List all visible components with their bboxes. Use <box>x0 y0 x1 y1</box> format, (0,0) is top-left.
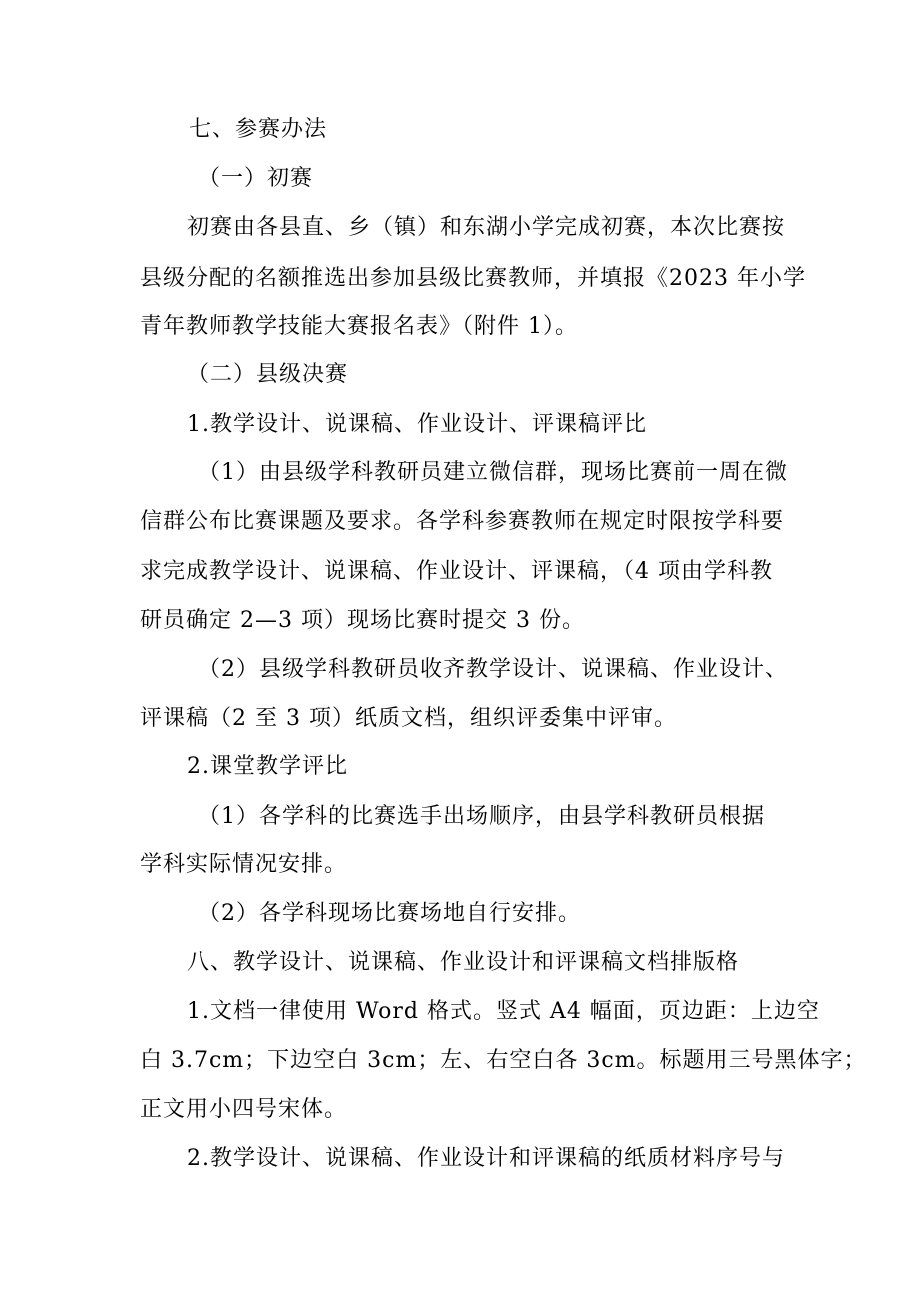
paragraph-line: 青年教师教学技能大赛报名表》（附件 1）。 <box>140 314 578 339</box>
item-heading-2: 2.课堂教学评比 <box>187 754 348 779</box>
paragraph-line: 县级分配的名额推选出参加县级比赛教师，并填报《2023 年小学 <box>140 266 806 291</box>
paragraph-line: 正文用小四号宋体。 <box>140 1097 348 1122</box>
subsection-heading-preliminary: （一）初赛 <box>198 166 314 191</box>
subsection-heading-final: （二）县级决赛 <box>187 362 349 387</box>
section-heading-7: 七、参赛办法 <box>189 117 328 142</box>
paragraph-line: 信群公布比赛课题及要求。各学科参赛教师在规定时限按学科要 <box>140 509 785 534</box>
paragraph-line: （2）各学科现场比赛场地自行安排。 <box>198 901 581 926</box>
paragraph-line: 求完成教学设计、说课稿、作业设计、评课稿，（4 项由学科教 <box>140 559 773 584</box>
paragraph-line: 白 3.7cm；下边空白 3cm；左、右空白各 3cm。标题用三号黑体字； <box>140 1048 867 1073</box>
paragraph-line: 研员确定 2—3 项）现场比赛时提交 3 份。 <box>140 608 585 633</box>
paragraph-line: 1.文档一律使用 Word 格式。竖式 A4 幅面，页边距：上边空 <box>187 999 820 1024</box>
paragraph-line: （1）各学科的比赛选手出场顺序，由县学科教研员根据 <box>198 804 765 829</box>
paragraph-line: （1）由县级学科教研员建立微信群，现场比赛前一周在微 <box>198 460 788 485</box>
section-heading-8: 八、教学设计、说课稿、作业设计和评课稿文档排版格 <box>187 950 740 975</box>
paragraph-line: 评课稿（2 至 3 项）纸质文档，组织评委集中评审。 <box>140 706 677 731</box>
item-heading-1: 1.教学设计、说课稿、作业设计、评课稿评比 <box>187 412 647 437</box>
paragraph-line: （2）县级学科教研员收齐教学设计、说课稿、作业设计、 <box>198 657 788 682</box>
paragraph-line: 学科实际情况安排。 <box>140 852 348 877</box>
paragraph-line: 2.教学设计、说课稿、作业设计和评课稿的纸质材料序号与 <box>187 1146 785 1171</box>
paragraph-line: 初赛由各县直、乡（镇）和东湖小学完成初赛，本次比赛按 <box>187 215 786 240</box>
